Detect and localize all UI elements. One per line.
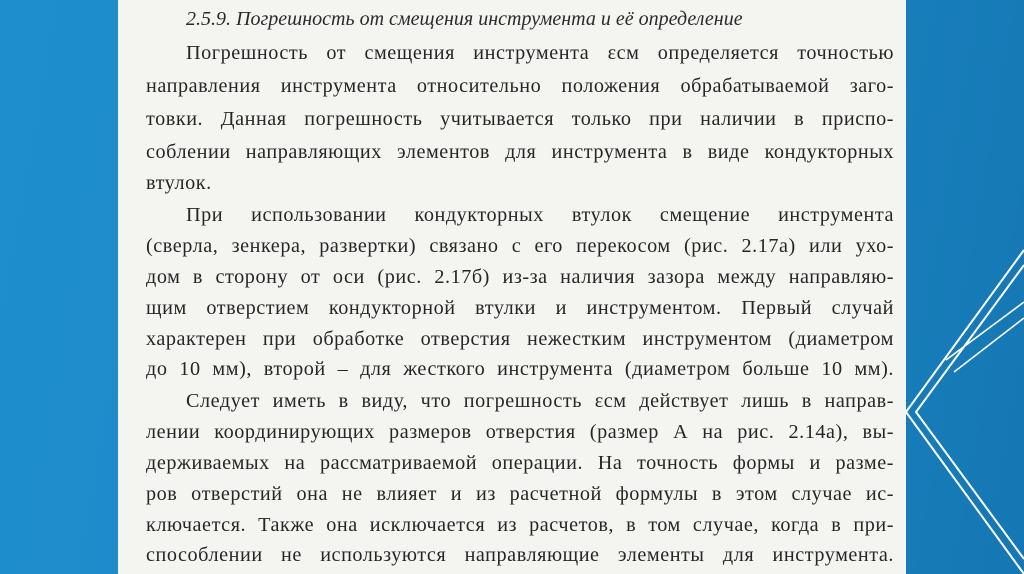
section-heading: 2.5.9. Погрешность от смещения инструмента и её определение: [186, 8, 743, 30]
text-line: держиваемых на рассматриваемой операции. На точность формы и разме-: [146, 452, 894, 474]
text-line: ров отверстий она не влияет и из расчетной формулы в этом случае ис-: [146, 483, 894, 505]
text-line: втулок.: [146, 172, 212, 194]
text-line: товки. Данная погрешность учитывается только при наличии в приспо-: [146, 108, 894, 130]
chevron-line: [916, 265, 1024, 559]
text-line: При использовании кондукторных втулок смещение инструмента: [186, 204, 894, 226]
text-line: Следует иметь в виду, что погрешность εсм действует лишь в направ-: [186, 390, 894, 412]
decorative-lines: [906, 0, 1024, 574]
text-line: (сверла, зенкера, развертки) связано с его перекосом (рис. 2.17а) или ухо-: [146, 235, 894, 257]
text-line: соблении направляющих элементов для инструмента в виде кондукторных: [146, 141, 894, 163]
text-line: Погрешность от смещения инструмента εсм определяется точностью: [186, 42, 894, 64]
text-line: направления инструмента относительно положения обрабатываемой заго-: [146, 75, 894, 97]
text-line: характерен при обработке отверстия нежестким инструментом (диаметром: [146, 328, 894, 350]
text-line: щим отверстием кондукторной втулки и инструментом. Первый случай: [146, 297, 894, 319]
chevron-line: [906, 250, 1024, 574]
text-line: до 10 мм), второй – для жесткого инструмента (диаметром больше 10 мм).: [146, 358, 894, 380]
text-line: способлении не используются направляющие элементы для инструмента.: [146, 544, 894, 566]
text-line: ключается. Также она исключается из расчетов, в том случае, когда в при-: [146, 514, 894, 536]
accent-line: [946, 302, 1024, 360]
text-line: дом в сторону от оси (рис. 2.17б) из-за наличия зазора между направляю-: [146, 266, 894, 288]
text-line: лении координирующих размеров отверстия (размер А на рис. 2.14а), вы-: [146, 421, 894, 443]
